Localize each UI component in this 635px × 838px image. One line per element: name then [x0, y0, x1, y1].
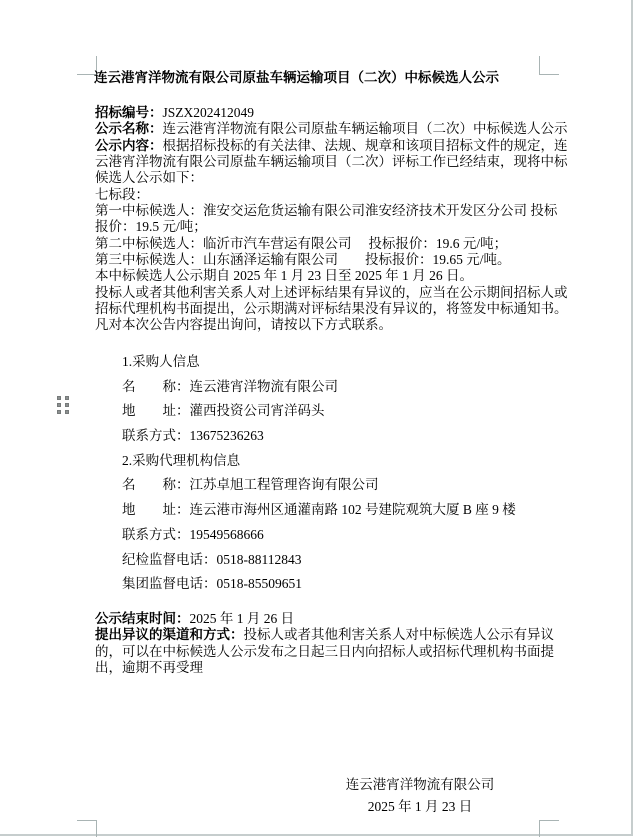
contact-line: 名 称：连云港宵洋物流有限公司 [122, 378, 338, 394]
body-line [95, 317, 568, 333]
signature-date: 2025 年 1 月 23 日 [367, 799, 473, 814]
body-line [95, 203, 568, 219]
contact-line: 名 称：江苏卓旭工程管理咨询有限公司 [122, 477, 379, 493]
closing-line [95, 611, 554, 627]
field-text: 第三中标候选人：山东涵泽运输有限公司 投标报价：19.65 元/吨。 [95, 252, 511, 268]
field-text: 第二中标候选人：临沂市汽车营运有限公司 投标报价：19.6 元/吨； [95, 235, 508, 251]
contact-line: 纪检监督电话：0518-88112843 [122, 551, 302, 567]
field-text: 连云港宵洋物流有限公司原盐车辆运输项目（二次）中标候选人公示 [162, 121, 568, 137]
body-line [95, 268, 568, 284]
announcement-body [95, 105, 568, 334]
closing-section [95, 611, 554, 676]
body-line [95, 236, 568, 252]
contact-line: 联系方式：13675236263 [122, 428, 264, 444]
body-line [95, 154, 568, 170]
field-text: 根据招标投标的有关法律、法规、规章和该项目招标文件的规定，连 [162, 137, 568, 153]
contact-line: 联系方式：19549568666 [122, 526, 264, 542]
field-text: 2025 年 1 月 26 日 [189, 611, 295, 626]
field-label: 提出异议的渠道和方式： [95, 627, 244, 643]
contact-line: 1.采购人信息 [122, 354, 200, 369]
body-line [95, 138, 568, 154]
field-text: 出，逾期不再受理 [95, 659, 203, 675]
closing-line [95, 627, 554, 643]
body-line [95, 219, 568, 235]
field-text: 报价：19.5 元/吨； [95, 219, 207, 235]
signature-org: 连云港宵洋物流有限公司 [345, 777, 495, 792]
crop-mark-bottom-left-icon [77, 820, 97, 837]
field-text: 招标代理机构书面提出，公示期满对评标结果没有异议的，将签发中标通知书。 [95, 301, 568, 317]
body-line [95, 252, 568, 268]
closing-line [95, 660, 554, 676]
contact-line: 地 址：灌西投资公司宵洋码头 [122, 403, 325, 419]
body-line [95, 121, 568, 137]
body-line [95, 170, 568, 186]
body-line [95, 105, 568, 121]
field-text: 云港宵洋物流有限公司原盐车辆运输项目（二次）评标工作已经结束，现将中标 [95, 154, 568, 170]
closing-line [95, 644, 554, 660]
field-label: 公示内容： [95, 137, 163, 153]
field-text: 七标段： [95, 186, 149, 202]
field-label: 公示结束时间： [95, 611, 190, 626]
field-text: 候选人公示如下： [95, 170, 203, 186]
field-text: 投标人或者其他利害关系人对中标候选人公示有异议 [243, 627, 554, 643]
contact-line: 地 址：连云港市海州区通灌南路 102 号建院观筑大厦 B 座 9 楼 [122, 502, 516, 518]
crop-mark-top-right-icon [539, 56, 559, 75]
contact-info-section [122, 350, 516, 597]
field-text: 凡对本次公告内容提出询问，请按以下方式联系。 [95, 317, 392, 333]
field-text: 投标人或者其他利害关系人对上述评标结果有异议的，应当在公示期间招标人或 [95, 284, 568, 300]
margin-handle-icon [57, 396, 69, 414]
document-title: 连云港宵洋物流有限公司原盐车辆运输项目（二次）中标候选人公示 [94, 70, 499, 85]
body-line [95, 187, 568, 203]
field-text: 本中标候选人公示期自 2025 年 1 月 23 日至 2025 年 1 月 26 日。 [95, 268, 473, 284]
crop-mark-bottom-right-icon [539, 820, 559, 837]
signature-block [300, 774, 540, 818]
field-label: 招标编号： [95, 105, 163, 120]
field-label: 公示名称： [95, 121, 163, 137]
contact-line: 2.采购代理机构信息 [122, 452, 241, 468]
field-text: JSZX202412049 [162, 105, 255, 120]
field-text: 的，可以在中标候选人公示发布之日起三日内向招标人或招标代理机构书面提 [95, 643, 554, 659]
field-text: 第一中标候选人：淮安交运危货运输有限公司淮安经济技术开发区分公司 投标 [95, 203, 558, 219]
body-line [95, 285, 568, 301]
contact-line: 集团监督电话：0518-85509651 [122, 576, 302, 592]
body-line [95, 301, 568, 317]
